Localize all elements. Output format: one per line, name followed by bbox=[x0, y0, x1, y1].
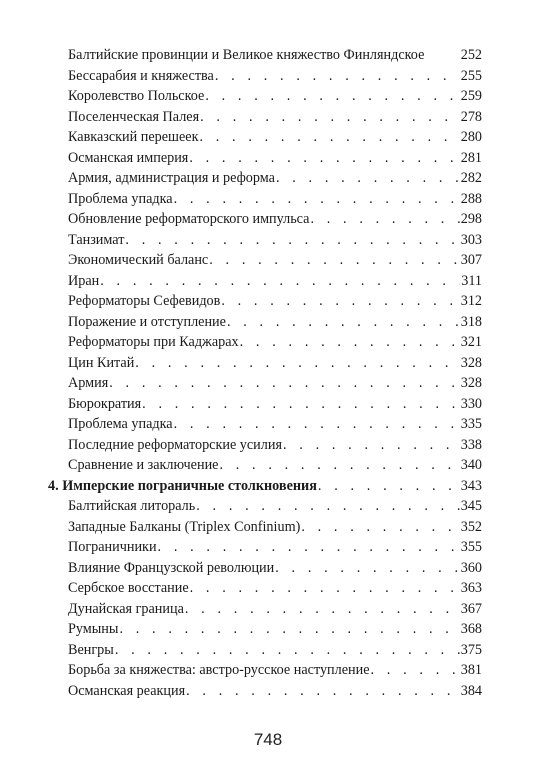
dot-leader bbox=[186, 681, 460, 702]
dot-leader bbox=[215, 66, 460, 87]
dot-leader bbox=[371, 660, 460, 681]
toc-entry-title: Иран bbox=[68, 272, 100, 289]
dot-leader bbox=[119, 619, 459, 640]
toc-entry-page: 352 bbox=[460, 518, 482, 535]
toc-entry bbox=[48, 681, 482, 702]
toc-entry-page: 303 bbox=[460, 231, 482, 248]
toc-entry-title: Сравнение и заключение bbox=[68, 457, 219, 473]
dot-leader bbox=[189, 148, 459, 169]
toc-entry-page: 381 bbox=[460, 662, 482, 678]
toc-entry-page: 298 bbox=[460, 211, 482, 227]
toc-entry-title: Танзимат bbox=[68, 231, 125, 248]
toc-entry bbox=[48, 189, 482, 210]
dot-leader bbox=[219, 455, 459, 476]
toc-entry-title: Поражение и отступление bbox=[68, 313, 226, 330]
toc-entry-page: 307 bbox=[460, 252, 482, 268]
toc-entry-page: 367 bbox=[460, 600, 482, 617]
dot-leader bbox=[199, 127, 459, 148]
toc-entry-page: 259 bbox=[460, 88, 482, 104]
toc-entry-page: 312 bbox=[460, 293, 482, 309]
dot-leader bbox=[185, 599, 460, 620]
toc-entry bbox=[48, 86, 482, 107]
toc-entry bbox=[48, 537, 482, 558]
toc-entry bbox=[48, 271, 482, 292]
toc-entry-title: Борьба за княжества: австро-русское наступление bbox=[68, 662, 370, 678]
dot-leader bbox=[275, 558, 459, 579]
toc-entry bbox=[48, 332, 482, 353]
toc-entry-page: 360 bbox=[460, 559, 482, 576]
toc-entry-title: Обновление реформаторского импульса bbox=[68, 211, 310, 227]
toc-entry-page: 343 bbox=[460, 477, 482, 494]
toc-entry-title: Румыны bbox=[68, 621, 119, 637]
toc-chapter-entry bbox=[48, 476, 482, 497]
toc-entry-page: 345 bbox=[460, 498, 482, 514]
toc-entry-title: Последние реформаторские усилия bbox=[68, 436, 282, 453]
toc-entry-title: Проблема упадка bbox=[68, 416, 173, 432]
toc-entry-page: 340 bbox=[460, 457, 482, 473]
toc-entry bbox=[48, 45, 482, 66]
dot-leader bbox=[100, 271, 460, 292]
toc-entry bbox=[48, 66, 482, 87]
dot-leader bbox=[190, 578, 460, 599]
toc-entry-title: Армия, администрация и реформа bbox=[68, 170, 275, 186]
toc-entry-title: Балтийская литораль bbox=[68, 498, 196, 514]
dot-leader bbox=[227, 312, 460, 333]
toc-entry-page: 335 bbox=[460, 416, 482, 432]
dot-leader bbox=[125, 230, 459, 251]
toc-entry bbox=[48, 250, 482, 271]
dot-leader bbox=[200, 107, 460, 128]
toc-entry bbox=[48, 127, 482, 148]
toc-entry bbox=[48, 414, 482, 435]
toc-entry bbox=[48, 619, 482, 640]
toc-entry-title: Сербское восстание bbox=[68, 580, 189, 596]
toc-entry bbox=[48, 353, 482, 374]
dot-leader bbox=[174, 189, 460, 210]
dot-leader bbox=[301, 517, 459, 538]
toc-entry bbox=[48, 107, 482, 128]
dot-leader bbox=[276, 168, 460, 189]
toc-entry-page: 280 bbox=[460, 129, 482, 145]
toc-entry-title: Влияние Французской революции bbox=[68, 559, 275, 576]
dot-leader bbox=[221, 291, 459, 312]
toc-entry-title: Бюрократия bbox=[68, 395, 142, 412]
toc-entry-title: Реформаторы при Каджарах bbox=[68, 334, 239, 350]
toc-entry bbox=[48, 209, 482, 230]
dot-leader bbox=[115, 640, 460, 661]
dot-leader bbox=[318, 476, 460, 497]
toc-entry-page: 311 bbox=[461, 272, 482, 289]
toc-entry-page: 281 bbox=[460, 149, 482, 166]
toc-entry-title: Кавказский перешеек bbox=[68, 129, 199, 145]
toc-entry bbox=[48, 291, 482, 312]
toc-entry bbox=[48, 373, 482, 394]
toc-entry-title: Цин Китай bbox=[68, 354, 135, 371]
toc-entry bbox=[48, 496, 482, 517]
toc-entry-page: 321 bbox=[460, 334, 482, 350]
toc-entry-page: 282 bbox=[460, 170, 482, 186]
toc-entry bbox=[48, 312, 482, 333]
dot-leader bbox=[310, 209, 459, 230]
dot-leader bbox=[174, 414, 460, 435]
toc-entry-page: 375 bbox=[460, 641, 482, 658]
dot-leader bbox=[109, 373, 459, 394]
toc-entry-title: Балтийские провинции и Великое княжество Финляндское bbox=[68, 47, 425, 63]
toc-entry-title: Османская империя bbox=[68, 149, 189, 166]
toc-entry bbox=[48, 599, 482, 620]
toc-entry bbox=[48, 517, 482, 538]
toc-entry bbox=[48, 168, 482, 189]
toc-entry bbox=[48, 660, 482, 681]
dot-leader bbox=[158, 537, 460, 558]
toc-entry-title: Дунайская граница bbox=[68, 600, 184, 617]
toc-entry-title: Бессарабия и княжества bbox=[68, 67, 214, 84]
toc-entry-page: 278 bbox=[460, 108, 482, 125]
toc-entry-title: Проблема упадка bbox=[68, 190, 173, 207]
toc-entry-page: 355 bbox=[460, 539, 482, 555]
toc-entry bbox=[48, 435, 482, 456]
toc-entry bbox=[48, 148, 482, 169]
dot-leader bbox=[240, 332, 460, 353]
toc-entry-title: Королевство Польское bbox=[68, 88, 205, 104]
toc-entry bbox=[48, 578, 482, 599]
toc-entry bbox=[48, 394, 482, 415]
toc-entry bbox=[48, 230, 482, 251]
toc-entry-page: 328 bbox=[460, 375, 482, 391]
toc-entry-page: 384 bbox=[460, 682, 482, 699]
dot-leader bbox=[135, 353, 459, 374]
toc-entry-title: 4. Имперские пограничные столкновения bbox=[48, 477, 317, 494]
toc-entry-page: 368 bbox=[460, 621, 482, 637]
toc-entry-page: 330 bbox=[460, 395, 482, 412]
dot-leader bbox=[283, 435, 460, 456]
toc-entry-title: Реформаторы Сефевидов bbox=[68, 293, 221, 309]
toc-entry-title: Экономический баланс bbox=[68, 252, 209, 268]
toc-entry bbox=[48, 455, 482, 476]
page-number: 748 bbox=[253, 730, 283, 749]
toc-entry-page: 328 bbox=[460, 354, 482, 371]
toc-entry-page: 255 bbox=[460, 67, 482, 84]
toc-entry-title: Османская реакция bbox=[68, 682, 186, 699]
toc-entry-title: Венгры bbox=[68, 641, 114, 658]
toc-entry bbox=[48, 640, 482, 661]
toc-entry-title: Поселенческая Палея bbox=[68, 108, 200, 125]
toc-entry-page: 338 bbox=[460, 436, 482, 453]
dot-leader bbox=[205, 86, 459, 107]
toc-entry bbox=[48, 558, 482, 579]
toc-entry-page: 363 bbox=[460, 580, 482, 596]
toc-entry-title: Пограничники bbox=[68, 539, 157, 555]
dot-leader bbox=[209, 250, 459, 271]
toc-entry-title: Армия bbox=[68, 375, 109, 391]
table-of-contents bbox=[48, 45, 482, 701]
toc-entry-page: 288 bbox=[460, 190, 482, 207]
toc-entry-page: 318 bbox=[460, 313, 482, 330]
dot-leader bbox=[142, 394, 460, 415]
dot-leader bbox=[196, 496, 459, 517]
toc-entry-title: Западные Балканы (Triplex Confinium) bbox=[68, 518, 301, 535]
toc-entry-page: 252 bbox=[460, 47, 482, 63]
